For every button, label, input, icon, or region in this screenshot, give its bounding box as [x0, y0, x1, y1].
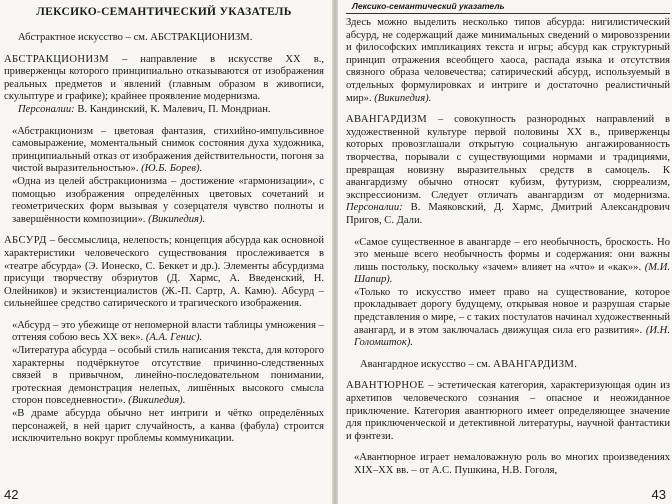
- right-page: [338, 0, 672, 504]
- entry-term: АВАНТЮРНОЕ: [346, 380, 425, 392]
- quote-source: (Википедия).: [128, 395, 186, 407]
- quote-source: (М.И. Шапир).: [354, 261, 670, 286]
- quote-text: «Одна из целей абстракционизма – достижение «гармонизации», с помощью изображения определённых цветовых сочетаний и геометрических форм вызывая у созерцателя чувство полноты и завершённости композиции».: [12, 175, 324, 225]
- page-number: 42: [4, 487, 19, 502]
- page-title: ЛЕКСИКО-СЕМАНТИЧЕСКИЙ УКАЗАТЕЛЬ: [36, 6, 292, 18]
- entry-persons: [4, 104, 324, 117]
- quote-4: [4, 345, 324, 408]
- quote-source: (Википедия).: [374, 92, 432, 104]
- cross-reference-term: АВАНГАРДИЗМ.: [493, 358, 578, 370]
- cross-reference-text: Абстрактное искусство – см. АБСТРАКЦИОНИЗМ.: [18, 32, 253, 43]
- quote-text: «Авантюрное играет немаловажную роль во многих произведениях XIX–XX вв. – от А.С. Пушкина, Н.В. Гоголя,: [354, 452, 670, 476]
- running-header: Лексико-семантический указатель: [346, 0, 670, 14]
- entry-adventurous: [346, 380, 670, 443]
- entry-term: АВАНГАРДИЗМ: [346, 114, 428, 126]
- entry-abstractionism: [4, 54, 324, 104]
- entry-avantgardism: [346, 114, 670, 227]
- quote-source: (И.Н. Голомшток).: [354, 324, 670, 349]
- quote-1: [4, 126, 324, 176]
- quote-2: [4, 176, 324, 226]
- quote-text: «Абсурд – это убежище от непомерной власти таблицы умножения – оттеняя собою весь XX век».: [12, 319, 324, 344]
- quote-source: (Википедия).: [148, 213, 206, 225]
- entry-absurd: [4, 235, 324, 311]
- quote-source: (А.А. Генис).: [145, 332, 203, 344]
- quote-3: [4, 320, 324, 345]
- entry-term: АБСУРД: [4, 235, 47, 247]
- entry-definition: – совокупность разнородных направлений в художественной культуре первой половины XX в., приверженцы которых провозглашали открытую социальную ангажированность творчества, порывали с существующими нормами и традициями, превращая новизну выразительных средств в самоцель. К авангардизму обычно относят кубизм, футуризм, сюрреализм, экспрессионизм. Следует отличать авангардизм от модернизма.: [346, 114, 670, 201]
- persons-label: Персоналии:: [18, 103, 75, 115]
- cross-reference-text: Авангардное искусство – см.: [360, 358, 494, 370]
- quote-2: [346, 287, 670, 350]
- entry-definition: – эстетическая категория, характеризующая один из архетипов человеческого сознания – опасное и неожиданное приключение. Категория авантюрного имеет определяющее значение для приключенческой и детективной литературы, научной фантастики и фэнтези.: [346, 380, 670, 442]
- entry-definition: – бессмыслица, нелепость; концепция абсурда как основной характеристики человеческого существования прослеживается в «театре абсурда» (Э. Ионеско, С. Беккет и др.). Элементы абсурдизма присущи творчеству обэриутов (Д. Хармс, А. Введенский, Н. Олейников) и экзистенциалистов (Ж.-П. Сартр, А. Камю). Абсурд – сильнейшее средство сатирического и трагического изображения.: [4, 235, 324, 310]
- quote-source: (Ю.Б. Борев).: [141, 163, 203, 175]
- paragraph-absurd-types: [346, 17, 670, 105]
- left-page: [0, 0, 332, 504]
- quote-text: «В драме абсурда обычно нет интриги и чётко определённых персонажей, в ней царит случайность, а канва (фабула) строится исключительно вокруг проблемы коммуникации.: [12, 408, 324, 445]
- paragraph-abstract-art: [4, 32, 324, 45]
- quote-text: «Абстракционизм – цветовая фантазия, стихийно-импульсивное самовыражение, моментальный снимок состояния духа художника, принципиальный отказ от изображения действительности, погоня за чистой выразительностью».: [12, 125, 324, 175]
- quote-text: «Только то искусство имеет право на существование, которое прокладывает дорогу будущему, открывая новое и разрушая старые представления о мире, – с таких постулатов начинал художественный авангард, и в этом заключалась движущая сила его развития».: [354, 286, 670, 336]
- persons-list: В. Маяковский, Д. Хармс, Дмитрий Александрович Пригов, С. Дали.: [346, 202, 670, 226]
- persons-label: Персоналии:: [346, 202, 403, 214]
- quote-text: «Самое существенное в авангарде – его необычность, броскость. Но это меньше всего необычность формы и содержания: они важны лишь постольку, поскольку «зачем» влияет на «что» и «как»».: [354, 236, 670, 273]
- quote-3: [346, 452, 670, 477]
- persons-list: В. Кандинский, К. Малевич, П. Мондриан.: [74, 103, 271, 115]
- page-number: 43: [651, 487, 666, 502]
- paragraph-text: Здесь можно выделить несколько типов абсурда: нигилистический абсурд, не содержащий даже минимальных сведений о мировоззрении и философских импликациях текста и игры; абсурд как структурный принцип отражения всеобщего хаоса, распада языка и отсутствия связного образа человечества; сатирический абсурд, используемый в отдельных формулировках и интриге и достаточно реалистичный мир».: [346, 17, 670, 104]
- quote-1: [346, 237, 670, 287]
- paragraph-avantgarde-art: [346, 359, 670, 372]
- quote-5: [4, 408, 324, 446]
- quote-text: «Литература абсурда – особый стиль написания текста, для которого характерны подчёркнутое отсутствие причинно-следственных связей в привычном, линейно-последовательном понимании, гротескная демонстрация нелепых, лишённых высокого смысла сторон повседневности».: [12, 345, 324, 407]
- entry-definition: – направление в искусстве XX в., приверженцы которого принципиально отказываются от изображения реальных предметов и явлений (главным образом в живописи, скульптуре и графике); крайнее проявление модернизма.: [4, 53, 324, 103]
- entry-term: АБСТРАКЦИОНИЗМ: [4, 53, 110, 65]
